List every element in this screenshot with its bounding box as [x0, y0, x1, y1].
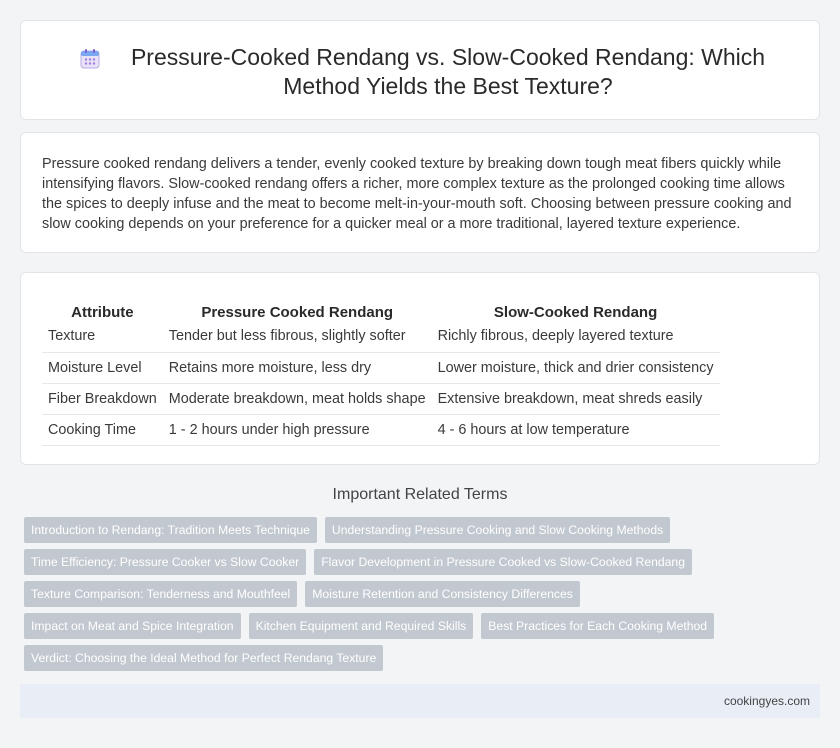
table-row — [42, 321, 720, 352]
table-cell: Moderate breakdown, meat holds shape — [163, 383, 432, 414]
footer — [20, 684, 820, 718]
intro-card — [20, 132, 820, 253]
table-cell: Texture — [42, 321, 163, 352]
related-terms-list — [24, 517, 804, 671]
intro-paragraph: Pressure cooked rendang delivers a tender, evenly cooked texture by breaking down tough meat fibers quickly while intensifying flavors. Slow-cooked rendang offers a richer, more complex texture as the prolonged cooking time allows the spices to deeply infuse and the meat to become melt-in-your-mouth soft. Choosing between pressure cooking and slow cooking depends on your preference for a quicker meal or a more traditional, layered texture experience. — [42, 156, 792, 232]
footer-site-name[interactable]: cookingyes.com — [723, 694, 810, 708]
table-header-row — [42, 296, 720, 321]
table-cell: 1 - 2 hours under high pressure — [163, 414, 432, 445]
table-cell: Lower moisture, thick and drier consistency — [432, 352, 720, 383]
header-slow-cooked: Slow-Cooked Rendang — [493, 304, 658, 321]
related-term-link[interactable]: Kitchen Equipment and Required Skills — [249, 613, 474, 639]
table-cell: Cooking Time — [42, 414, 163, 445]
related-term-link[interactable]: Flavor Development in Pressure Cooked vs Slow-Cooked Rendang — [314, 549, 692, 575]
related-term-link[interactable]: Understanding Pressure Cooking and Slow Cooking Methods — [325, 517, 670, 543]
table-row — [42, 352, 720, 383]
table-cell: Fiber Breakdown — [42, 383, 163, 414]
related-term-link[interactable]: Best Practices for Each Cooking Method — [481, 613, 714, 639]
related-term-link[interactable]: Time Efficiency: Pressure Cooker vs Slow Cooker — [24, 549, 306, 575]
table-cell: Tender but less fibrous, slightly softer — [163, 321, 432, 352]
comparison-card — [20, 272, 820, 465]
related-term-link[interactable]: Introduction to Rendang: Tradition Meets Technique — [24, 517, 317, 543]
related-term-link[interactable]: Moisture Retention and Consistency Differences — [305, 581, 580, 607]
table-row — [42, 383, 720, 414]
table-cell: Extensive breakdown, meat shreds easily — [432, 383, 720, 414]
title-card — [20, 20, 820, 120]
comparison-table — [42, 296, 720, 446]
table-row — [42, 414, 720, 445]
table-cell: Moisture Level — [42, 352, 163, 383]
related-term-link[interactable]: Verdict: Choosing the Ideal Method for Perfect Rendang Texture — [24, 645, 383, 671]
header-pressure-cooked: Pressure Cooked Rendang — [201, 304, 394, 321]
page-title: Pressure-Cooked Rendang vs. Slow-Cooked Rendang: Which Method Yields the Best Texture? — [130, 44, 766, 99]
related-term-link[interactable]: Impact on Meat and Spice Integration — [24, 613, 241, 639]
related-terms-heading: Important Related Terms — [332, 486, 508, 503]
table-cell: Richly fibrous, deeply layered texture — [432, 321, 720, 352]
table-cell: 4 - 6 hours at low temperature — [432, 414, 720, 445]
related-term-link[interactable]: Texture Comparison: Tenderness and Mouthfeel — [24, 581, 297, 607]
header-attribute: Attribute — [71, 304, 134, 321]
table-cell: Retains more moisture, less dry — [163, 352, 432, 383]
